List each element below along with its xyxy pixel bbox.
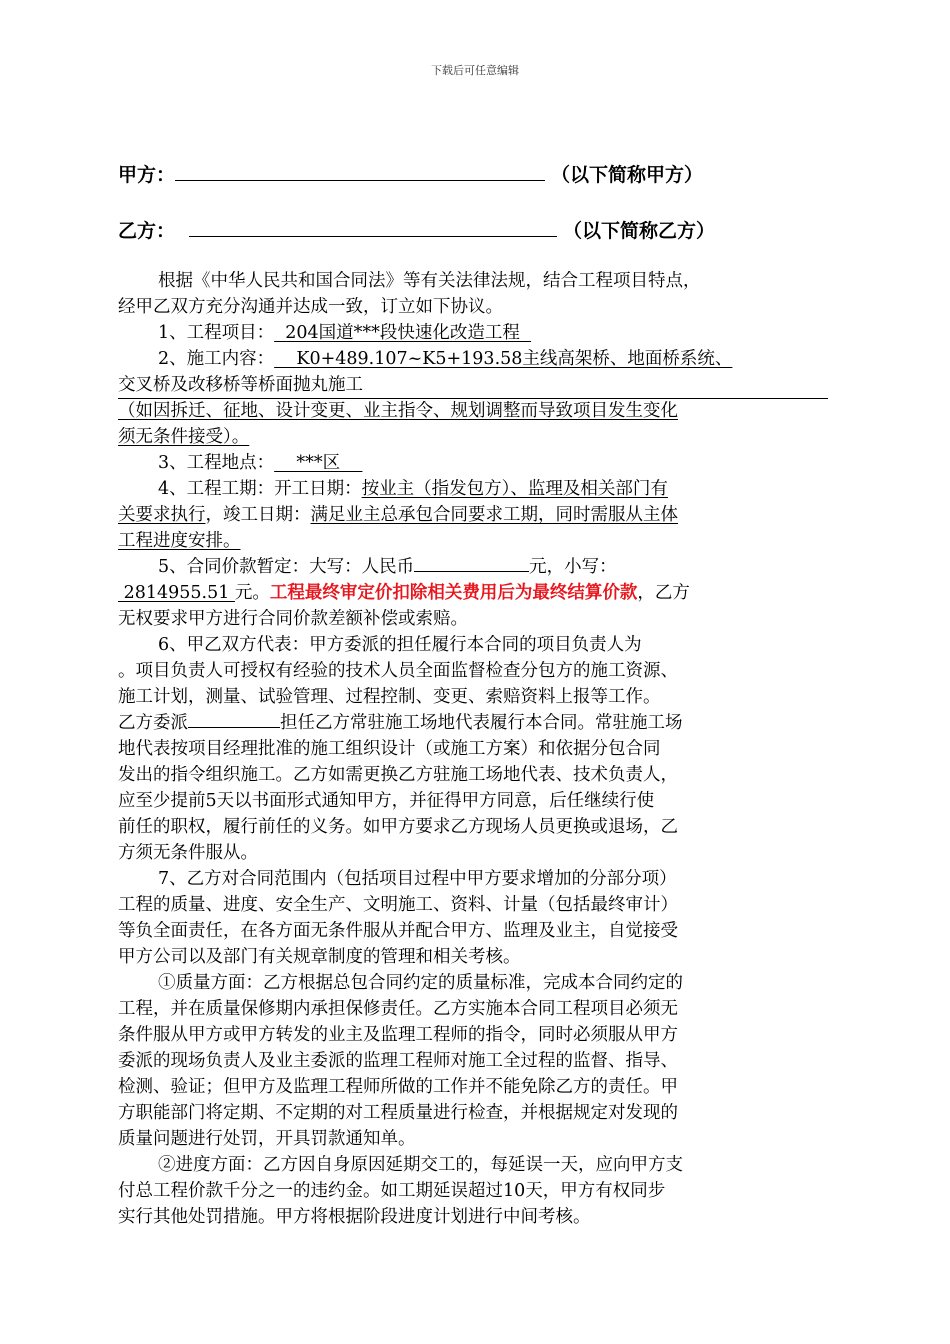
quality-line-4: 委派的现场负责人及业主委派的监理工程师对施工全过程的监督、指导、	[118, 1051, 678, 1071]
header-note: 下载后可任意编辑	[431, 64, 519, 77]
final-price-clause: 工程最终审定价扣除相关费用后为最终结算价款	[269, 583, 638, 603]
item-4-finish-end: 工程进度安排。	[118, 531, 241, 551]
item-6-line-9: 方须无条件服从。	[118, 843, 258, 863]
item-7-line-1: 7、乙方对合同范围内（包括项目过程中甲方要求增加的分部分项）	[158, 869, 677, 889]
item-5-label: 5、合同价款暂定：大写：人民币	[158, 557, 415, 577]
item-1-label: 1、工程项目：	[158, 323, 275, 343]
quality-line-6: 方职能部门将定期、不定期的对工程质量进行检查，并根据规定对发现的	[118, 1103, 678, 1123]
item-6-line-7: 应至少提前5天以书面形式通知甲方，并征得甲方同意，后任继续行使	[118, 791, 655, 811]
item-7-line-4: 甲方公司以及部门有关规章制度的管理和相关考核。	[118, 947, 521, 967]
item-2-label: 2、施工内容：	[158, 349, 275, 369]
item-7-line-2: 工程的质量、进度、安全生产、文明施工、资料、计量（包括最终审计）	[118, 895, 678, 915]
item-3-location	[158, 450, 362, 476]
quality-line-2: 工程，并在质量保修期内承担保修责任。乙方实施本合同工程项目必须无	[118, 999, 678, 1019]
item-6-b-text: 担任乙方常驻施工场地代表履行本合同。常驻施工场	[280, 713, 683, 733]
item-6-line-1: 6、甲乙双方代表：甲方委派的担任履行本合同的项目负责人为	[158, 635, 642, 655]
item-5-small-label: 元，小写：	[529, 557, 617, 577]
item-4-label: 4、工程工期：开工日期：	[158, 479, 362, 499]
schedule-line-2: 付总工程价款千分之一的违约金。如工期延误超过10天，甲方有权同步	[118, 1181, 666, 1201]
item-4-start: 按业主（指发包方）、监理及相关部门有	[361, 479, 668, 499]
item-2-line-2	[118, 372, 828, 399]
item-2-note-end: 须无条件接受）。	[118, 427, 250, 447]
item-3-label: 3、工程地点：	[158, 453, 275, 473]
price-words-blank	[414, 555, 529, 572]
item-6-b-label: 乙方委派	[118, 713, 188, 733]
price-unit: 元。	[234, 583, 270, 603]
item-6-line-2: 。项目负责人可授权有经验的技术人员全面监督检查分包方的施工资源、	[118, 661, 678, 681]
item-2-line-4	[118, 424, 249, 450]
price-amount: 2814955.51	[118, 583, 235, 603]
item-7-line-3: 等负全面责任，在各方面无条件服从并配合甲方、监理及业主，自觉接受	[118, 921, 678, 941]
item-1-value: 204国道***段快速化改造工程	[274, 323, 532, 343]
party-a-label: 甲方：	[118, 164, 176, 186]
quality-line-5: 检测、验证；但甲方及监理工程师所做的工作并不能免除乙方的责任。甲	[118, 1077, 678, 1097]
item-4-line-3	[118, 528, 241, 554]
item-5-tail: ，乙方	[637, 583, 690, 603]
item-5-price	[158, 554, 617, 580]
item-4-finish: 满足业主总承包合同要求工期，同时需服从主体	[310, 505, 678, 525]
intro-line-2: 经甲乙双方充分沟通并达成一致，订立如下协议。	[118, 297, 503, 317]
item-1-project	[158, 320, 531, 346]
item-2-note: （如因拆迁、征地、设计变更、业主指令、规划调整而导致项目发生变化	[118, 401, 678, 421]
item-4-start-end: 关要求执行	[118, 505, 206, 525]
party-a-line	[118, 160, 703, 187]
item-5-line-3: 无权要求甲方进行合同价款差额补偿或索赔。	[118, 609, 468, 629]
item-2-line-3	[118, 398, 678, 424]
quality-line-1: ①质量方面：乙方根据总包合同约定的质量标准，完成本合同约定的	[158, 973, 683, 993]
schedule-line-1: ②进度方面：乙方因自身原因延期交工的，每延误一天，应向甲方支	[158, 1155, 683, 1175]
item-6-line-8: 前任的职权，履行前任的义务。如甲方要求乙方现场人员更换或退场，乙	[118, 817, 678, 837]
item-5-line-2	[118, 580, 690, 606]
item-6-line-3: 施工计划，测量、试验管理、过程控制、变更、索赔资料上报等工作。	[118, 687, 661, 707]
party-a-blank	[175, 162, 545, 181]
item-2-scope	[158, 346, 732, 372]
item-6-line-6: 发出的指令组织施工。乙方如需更换乙方驻施工场地代表、技术负责人，	[118, 765, 678, 785]
item-3-value: ***区	[274, 453, 363, 473]
party-b-suffix: （以下简称乙方）	[563, 220, 716, 242]
party-b-line	[118, 216, 715, 243]
quality-line-7: 质量问题进行处罚，开具罚款通知单。	[118, 1129, 416, 1149]
party-b-rep-blank	[188, 711, 280, 728]
party-a-suffix: （以下简称甲方）	[551, 164, 704, 186]
item-2-value-2: 交叉桥及改移桥等桥面抛丸施工	[118, 372, 828, 399]
schedule-line-3: 实行其他处罚措施。甲方将根据阶段进度计划进行中间考核。	[118, 1207, 591, 1227]
item-4-period	[158, 476, 668, 502]
item-6-line-5: 地代表按项目经理批准的施工组织设计（或施工方案）和依据分包合同	[118, 739, 661, 759]
item-4-finish-label: ，竣工日期：	[205, 505, 311, 525]
quality-line-3: 条件服从甲方或甲方转发的业主及监理工程师的指令，同时必须服从甲方	[118, 1025, 678, 1045]
intro-line-1: 根据《中华人民共和国合同法》等有关法律法规，结合工程项目特点，	[158, 271, 701, 291]
item-4-line-2	[118, 502, 678, 528]
item-2-value: K0+489.107~K5+193.58主线高架桥、地面桥系统、	[274, 349, 733, 369]
party-b-blank	[189, 218, 557, 237]
party-b-label: 乙方：	[118, 220, 176, 242]
item-6-line-4	[118, 710, 683, 736]
